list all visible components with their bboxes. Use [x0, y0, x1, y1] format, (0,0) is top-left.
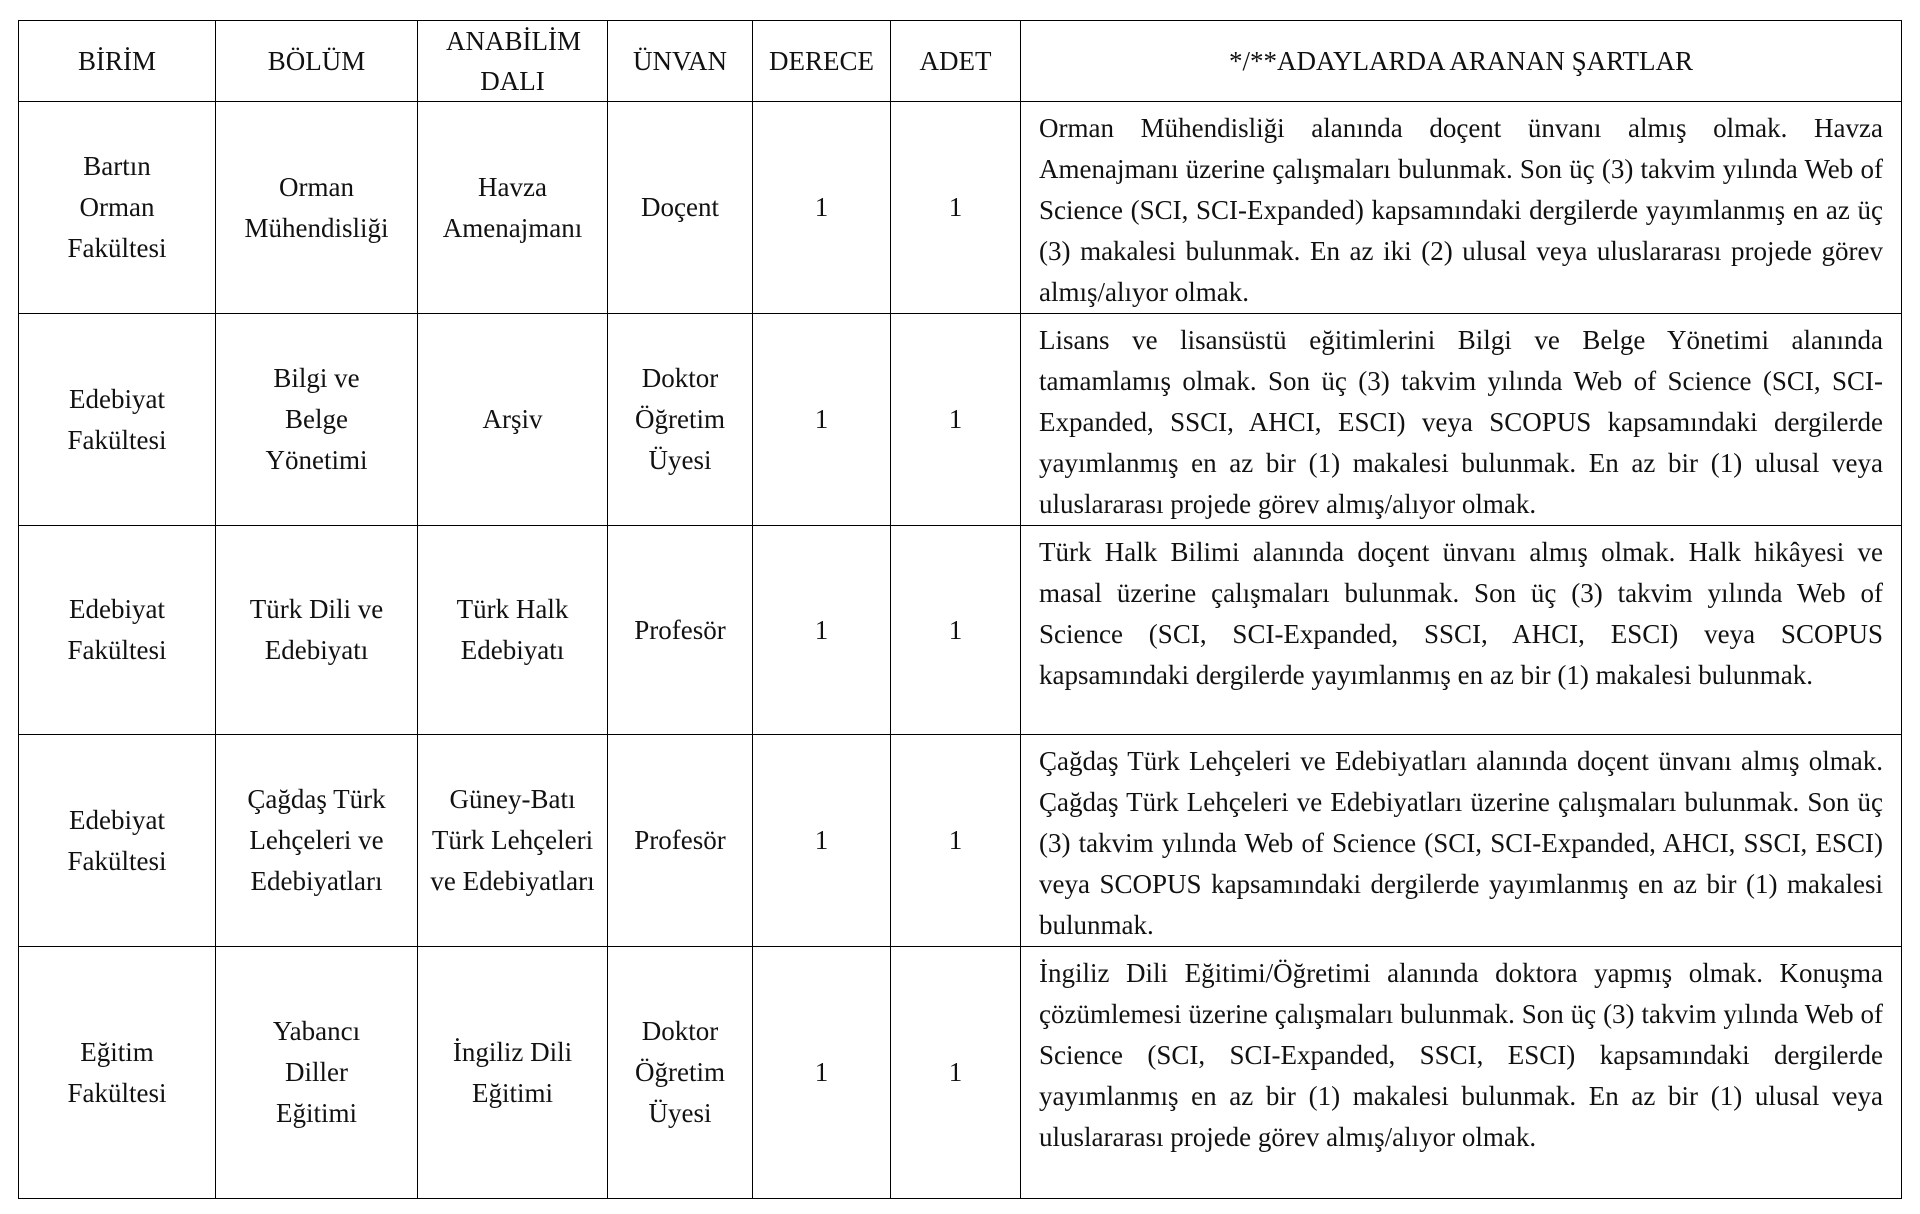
- cell-birim: [19, 947, 216, 1199]
- anabilim-text: Türk Halk Edebiyatı: [456, 594, 569, 665]
- cell-derece: 1: [753, 102, 891, 314]
- bolum-text: Bilgi ve Belge Yönetimi: [265, 363, 368, 475]
- cell-unvan: [608, 314, 753, 526]
- cell-adet: 1: [891, 947, 1021, 1199]
- cell-birim: [19, 735, 216, 947]
- table-row: [19, 314, 1902, 526]
- cell-sartlar: Orman Mühendisliği alanında doçent ünvanı almış olmak. Havza Amenajmanı üzerine çalışmaları bulunmak. Son üç (3) takvim yılında Web of Science (SCI, SCI-Expanded) kapsamındaki dergilerde yayımlanmış en az üç (3) makalesi bulunmak. En az iki (2) ulusal veya uluslararası projede görev almış/alıyor olmak.: [1021, 102, 1902, 314]
- anabilim-text: Havza Amenajmanı: [442, 171, 583, 243]
- bolum-text: Orman Mühendisliği: [244, 171, 389, 243]
- header-anabilim-text: ANABİLİM DALI: [446, 26, 581, 96]
- header-row: [19, 21, 1902, 102]
- cell-adet: 1: [891, 735, 1021, 947]
- header-derece: DERECE: [753, 21, 891, 102]
- cell-anabilim: [418, 947, 608, 1199]
- header-anabilim-dali: [418, 21, 608, 102]
- cell-unvan: Profesör: [608, 735, 753, 947]
- cell-birim: [19, 526, 216, 735]
- cell-anabilim: [418, 314, 608, 526]
- cell-anabilim: [418, 526, 608, 735]
- header-bolum: BÖLÜM: [216, 21, 418, 102]
- anabilim-text: Arşiv: [482, 404, 543, 434]
- cell-adet: 1: [891, 526, 1021, 735]
- cell-adet: 1: [891, 314, 1021, 526]
- anabilim-text: İngiliz Dili Eğitimi: [452, 1036, 573, 1108]
- cell-sartlar: Lisans ve lisansüstü eğitimlerini Bilgi ve Belge Yönetimi alanında tamamlamış olmak. Son üç (3) takvim yılında Web of Science (SCI, SCI-Expanded, SSCI, AHCI, ESCI) veya SCOPUS kapsamındaki dergilerde yayımlanmış en az bir (1) makalesi bulunmak. En az bir (1) ulusal veya uluslararası projede görev almış/alıyor olmak.: [1021, 314, 1902, 526]
- cell-bolum: [216, 735, 418, 947]
- birim-text: Edebiyat Fakültesi: [67, 804, 167, 876]
- cell-bolum: [216, 314, 418, 526]
- cell-birim: [19, 102, 216, 314]
- header-birim: BİRİM: [19, 21, 216, 102]
- unvan-text: Doktor Öğretim Üyesi: [635, 1016, 725, 1128]
- cell-anabilim: [418, 735, 608, 947]
- table-row: [19, 102, 1902, 314]
- bolum-text: Çağdaş Türk Lehçeleri ve Edebiyatları: [247, 784, 386, 896]
- cell-bolum: [216, 102, 418, 314]
- birim-text: Edebiyat Fakültesi: [67, 594, 167, 665]
- table-body: [19, 102, 1902, 1199]
- bolum-text: Türk Dili ve Edebiyatı: [249, 594, 384, 665]
- cell-bolum: [216, 947, 418, 1199]
- cell-anabilim: [418, 102, 608, 314]
- header-unvan: ÜNVAN: [608, 21, 753, 102]
- cell-sartlar: Çağdaş Türk Lehçeleri ve Edebiyatları alanında doçent ünvanı almış olmak. Çağdaş Türk Lehçeleri ve Edebiyatları üzerine çalışmaları bulunmak. Son üç (3) takvim yılında Web of Science (SCI, SCI-Expanded, AHCI, SSCI, ESCI) veya SCOPUS kapsamındaki dergilerde yayımlanmış en az bir (1) makalesi bulunmak.: [1021, 735, 1902, 947]
- cell-unvan: [608, 947, 753, 1199]
- table-header: [19, 21, 1902, 102]
- birim-text: Edebiyat Fakültesi: [67, 383, 167, 455]
- cell-unvan: Profesör: [608, 526, 753, 735]
- faculty-positions-table: [18, 20, 1902, 1199]
- anabilim-text: Güney-Batı Türk Lehçeleri ve Edebiyatları: [430, 784, 595, 896]
- cell-derece: 1: [753, 526, 891, 735]
- birim-text: Bartın Orman Fakültesi: [67, 151, 167, 263]
- cell-birim: [19, 314, 216, 526]
- cell-adet: 1: [891, 102, 1021, 314]
- cell-derece: 1: [753, 735, 891, 947]
- cell-sartlar: Türk Halk Bilimi alanında doçent ünvanı almış olmak. Halk hikâyesi ve masal üzerine çalışmaları bulunmak. Son üç (3) takvim yılında Web of Science (SCI, SCI-Expanded, SSCI, AHCI, ESCI) veya SCOPUS kapsamındaki dergilerde yayımlanmış en az bir (1) makalesi bulunmak.: [1021, 526, 1902, 735]
- bolum-text: Yabancı Diller Eğitimi: [272, 1016, 361, 1128]
- header-adet: ADET: [891, 21, 1021, 102]
- cell-derece: 1: [753, 314, 891, 526]
- table-row: [19, 947, 1902, 1199]
- cell-unvan: Doçent: [608, 102, 753, 314]
- table-row: [19, 526, 1902, 735]
- cell-derece: 1: [753, 947, 891, 1199]
- cell-sartlar: İngiliz Dili Eğitimi/Öğretimi alanında doktora yapmış olmak. Konuşma çözümlemesi üzerine çalışmaları bulunmak. Son üç (3) takvim yılında Web of Science (SCI, SCI-Expanded, SSCI, ESCI) kapsamındaki dergilerde yayımlanmış en az bir (1) makalesi bulunmak. En az bir (1) ulusal veya uluslararası projede görev almış/alıyor olmak.: [1021, 947, 1902, 1199]
- header-sartlar: */**ADAYLARDA ARANAN ŞARTLAR: [1021, 21, 1902, 102]
- birim-text: Eğitim Fakültesi: [67, 1036, 167, 1108]
- table-row: [19, 735, 1902, 947]
- cell-bolum: [216, 526, 418, 735]
- unvan-text: Doktor Öğretim Üyesi: [635, 363, 725, 475]
